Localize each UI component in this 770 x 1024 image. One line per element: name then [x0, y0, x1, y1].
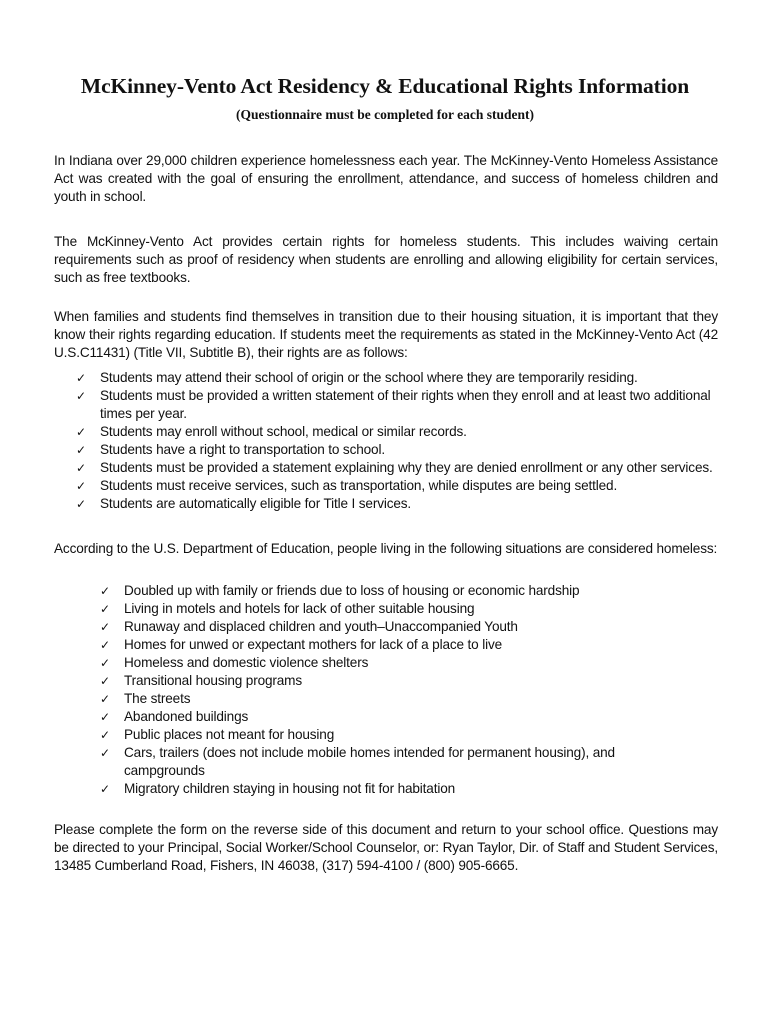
- rights-list: [76, 369, 718, 513]
- checkmark-icon: ✓: [100, 692, 110, 706]
- contact-paragraph: Please complete the form on the reverse side of this document and return to your school office. Questions may be directed to your Principal, Social Worker/School Counselor, or: Ryan Taylor, Dir. of Staff and Student Services, 13485 Cumberland Road, Fishers, IN 46038, (317) 594-4100 / (800) 905-6665.: [54, 822, 718, 873]
- list-item: ✓ Students must be provided a statement explaining why they are denied enrollment or any other services.: [76, 460, 713, 475]
- list-item: ✓ Migratory children staying in housing not fit for habitation: [100, 781, 456, 796]
- list-item: ✓ Living in motels and hotels for lack of other suitable housing: [100, 601, 475, 616]
- list-item: ✓ Abandoned buildings: [100, 709, 249, 724]
- checkmark-icon: ✓: [76, 389, 86, 403]
- checkmark-icon: ✓: [76, 479, 86, 493]
- list-item: ✓ Students are automatically eligible for Title I services.: [76, 496, 412, 511]
- page-subtitle: (Questionnaire must be completed for each student): [236, 107, 534, 122]
- homeless-definition-paragraph: According to the U.S. Department of Education, people living in the following situations are considered homeless:: [54, 541, 718, 556]
- checkmark-icon: ✓: [100, 638, 110, 652]
- list-item: ✓ Homeless and domestic violence shelters: [100, 655, 369, 670]
- rights-overview-paragraph: The McKinney-Vento Act provides certain rights for homeless students. This includes waiving certain requirements such as proof of residency when students are enrolling and allowing eligibility for certain services, such as free textbooks.: [54, 234, 718, 285]
- list-item: ✓ The streets: [100, 691, 191, 706]
- list-item: ✓ Cars, trailers (does not include mobile homes intended for permanent housing), and campgrounds: [100, 745, 615, 778]
- list-item: ✓ Students must be provided a written statement of their rights when they enroll and at least two additional times per year.: [76, 388, 711, 421]
- checkmark-icon: ✓: [100, 602, 110, 616]
- situations-list: [100, 582, 680, 798]
- checkmark-icon: ✓: [100, 656, 110, 670]
- checkmark-icon: ✓: [76, 443, 86, 457]
- intro-paragraph: In Indiana over 29,000 children experience homelessness each year. The McKinney-Vento Homeless Assistance Act was created with the goal of ensuring the enrollment, attendance, and success of homeless children and youth in school.: [54, 153, 718, 204]
- checkmark-icon: ✓: [100, 782, 110, 796]
- checkmark-icon: ✓: [76, 371, 86, 385]
- list-item: ✓ Homes for unwed or expectant mothers for lack of a place to live: [100, 637, 503, 652]
- rights-intro-paragraph: When families and students find themselves in transition due to their housing situation, it is important that they know their rights regarding education. If students meet the requirements as stated in the McKinney-Vento Act (42 U.S.C11431) (Title VII, Subtitle B), their rights are as follows:: [54, 309, 718, 360]
- list-item: ✓ Runaway and displaced children and youth–Unaccompanied Youth: [100, 619, 518, 634]
- checkmark-icon: ✓: [100, 620, 110, 634]
- list-item: ✓ Students may enroll without school, medical or similar records.: [76, 424, 467, 439]
- page-title: McKinney-Vento Act Residency & Educational Rights Information: [80, 74, 690, 98]
- checkmark-icon: ✓: [100, 584, 110, 598]
- list-item: ✓ Public places not meant for housing: [100, 727, 335, 742]
- list-item: ✓ Transitional housing programs: [100, 673, 302, 688]
- checkmark-icon: ✓: [76, 497, 86, 511]
- list-item: ✓ Students may attend their school of origin or the school where they are temporarily residing.: [76, 370, 638, 385]
- checkmark-icon: ✓: [100, 728, 110, 742]
- list-item: ✓ Students have a right to transportation to school.: [76, 442, 385, 457]
- list-item: ✓ Students must receive services, such as transportation, while disputes are being settled.: [76, 478, 618, 493]
- checkmark-icon: ✓: [100, 746, 110, 760]
- checkmark-icon: ✓: [76, 461, 86, 475]
- checkmark-icon: ✓: [76, 425, 86, 439]
- checkmark-icon: ✓: [100, 710, 110, 724]
- list-item: ✓ Doubled up with family or friends due to loss of housing or economic hardship: [100, 583, 580, 598]
- checkmark-icon: ✓: [100, 674, 110, 688]
